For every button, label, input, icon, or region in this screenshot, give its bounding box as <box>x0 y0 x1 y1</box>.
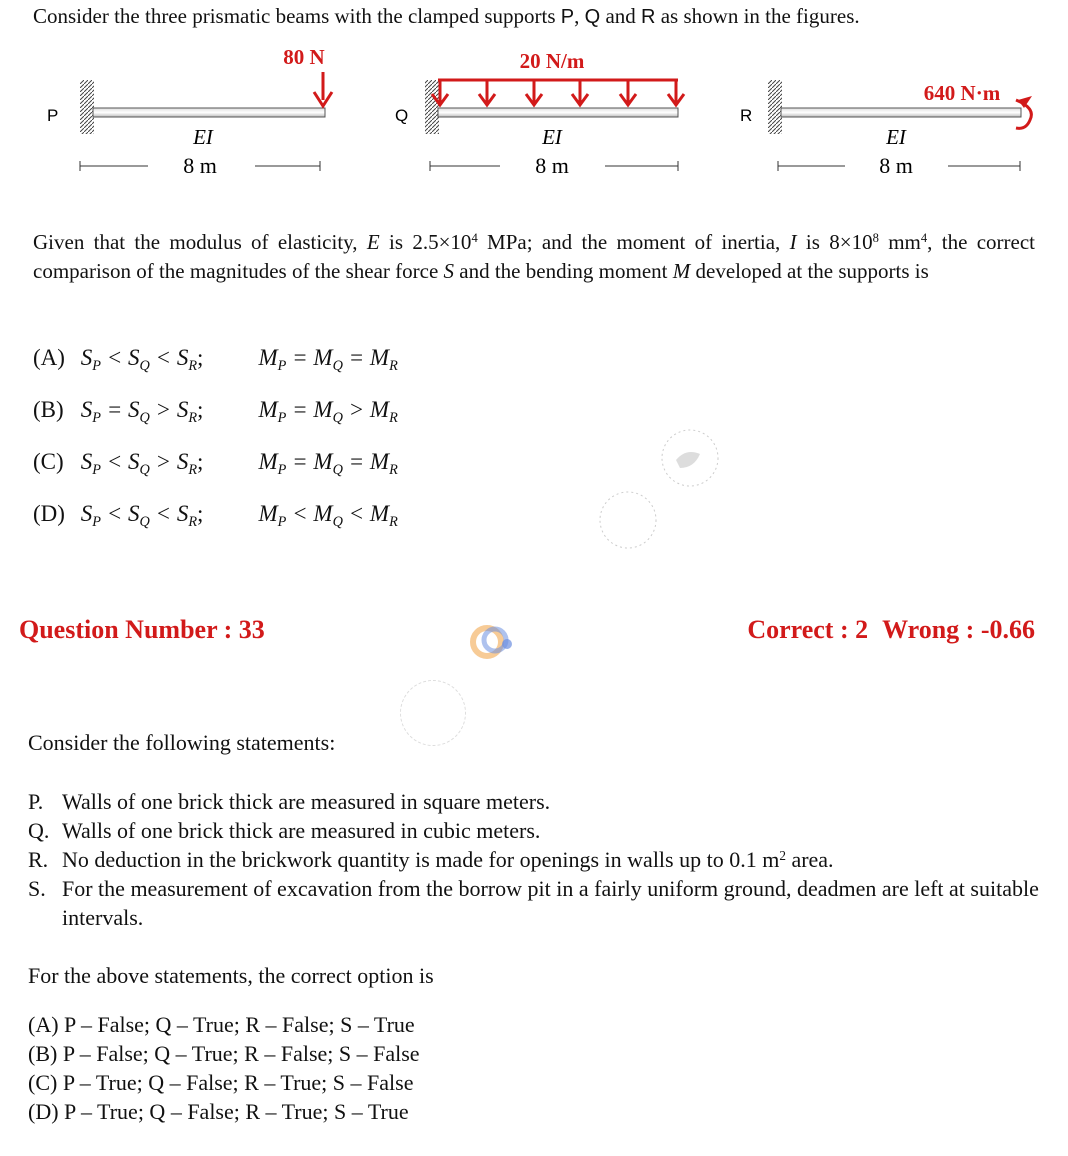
q2-option-b[interactable]: (B) P – False; Q – True; R – False; S – False <box>28 1041 420 1066</box>
statement-r: R. No deduction in the brickwork quantity is made for openings in walls up to 0.1 $m^2$ area. <box>28 847 834 872</box>
correct-marks: Correct : 2 <box>747 615 869 644</box>
fixed-support-p <box>80 80 94 134</box>
intro-text: Consider the three prismatic beams with the clamped supports <box>33 4 556 28</box>
udl-arrows <box>432 80 684 105</box>
length-label-q: 8 m <box>535 153 569 178</box>
fixed-support-r <box>768 80 782 134</box>
point-load-arrow <box>314 72 332 106</box>
q2-statements <box>28 787 1048 932</box>
q1-option-c[interactable]: (C) $S_P < S_Q > S_R$; $M_P = M_Q = M_R$ <box>33 448 398 478</box>
q2-heading: Consider the following statements: <box>28 730 336 755</box>
question-intro <box>33 4 860 29</box>
given-paragraph: Given that the modulus of elasticity, E is $2.5\times 10^4$ MPa; and the moment of inertia, I is $8\times 10^8$ $mm^4$, the correct comparison of the magnitudes of the shear force S and the bending moment M developed at the supports is <box>33 230 1035 283</box>
beam-r <box>740 80 1032 178</box>
wrong-marks: Wrong : -0.66 <box>882 615 1035 644</box>
watermark-circle <box>400 680 466 746</box>
beam-bar-r <box>781 108 1021 117</box>
support-label-r: R <box>740 106 753 125</box>
intro-sep: , <box>574 4 580 28</box>
q1-option-a[interactable]: (A) $S_P < S_Q < S_R$; $M_P = M_Q = M_R$ <box>33 345 398 374</box>
q2-prompt: For the above statements, the correct option is <box>28 963 434 988</box>
point-load-label: 80 N <box>283 45 325 69</box>
ei-label-p: EI <box>193 125 213 149</box>
q1-options <box>33 336 398 544</box>
beam-bar-q <box>438 108 678 117</box>
question-number: Question Number : 33 <box>19 615 265 644</box>
site-logo-icon <box>469 622 517 666</box>
length-label-r: 8 m <box>879 153 913 178</box>
intro-label-p: P <box>560 6 575 28</box>
intro-label-q: Q <box>584 6 601 28</box>
beam-bar-p <box>93 108 325 117</box>
score-info <box>747 615 1035 645</box>
support-label-p: P <box>47 106 59 125</box>
q2-options <box>28 1010 420 1126</box>
udl-label: 20 N/m <box>519 49 585 73</box>
watermark-mark <box>590 420 730 560</box>
statement-p: P. Walls of one brick thick are measured in square meters. <box>28 789 551 814</box>
statement-s: S. For the measurement of excavation from the borrow pit in a fairly uniform ground, deadmen are left at suitable intervals. <box>28 876 1039 930</box>
q1-option-d[interactable]: (D) $S_P < S_Q < S_R$; $M_P < M_Q < M_R$ <box>33 500 398 530</box>
q2-option-d[interactable]: (D) P – True; Q – False; R – True; S – True <box>28 1099 409 1124</box>
beam-q <box>395 49 684 178</box>
statement-q: Q. Walls of one brick thick are measured in cubic meters. <box>28 818 541 843</box>
support-label-q: Q <box>395 106 409 125</box>
length-label-p: 8 m <box>183 153 217 178</box>
fixed-support-q <box>425 80 439 134</box>
q1-option-b[interactable]: (B) $S_P = S_Q > S_R$; $M_P = M_Q > M_R$ <box>33 396 398 426</box>
q2-option-a[interactable]: (A) P – False; Q – True; R – False; S – True <box>28 1012 415 1037</box>
intro-and: and <box>605 4 636 28</box>
beam-figures <box>0 36 1068 186</box>
ei-label-r: EI <box>886 125 906 149</box>
intro-label-r: R <box>641 6 656 28</box>
beam-p <box>47 45 332 178</box>
intro-end: as shown in the figures. <box>660 4 860 28</box>
q2-option-c[interactable]: (C) P – True; Q – False; R – True; S – False <box>28 1070 414 1095</box>
ei-label-q: EI <box>542 125 562 149</box>
moment-label: 640 N·m <box>923 81 1001 105</box>
